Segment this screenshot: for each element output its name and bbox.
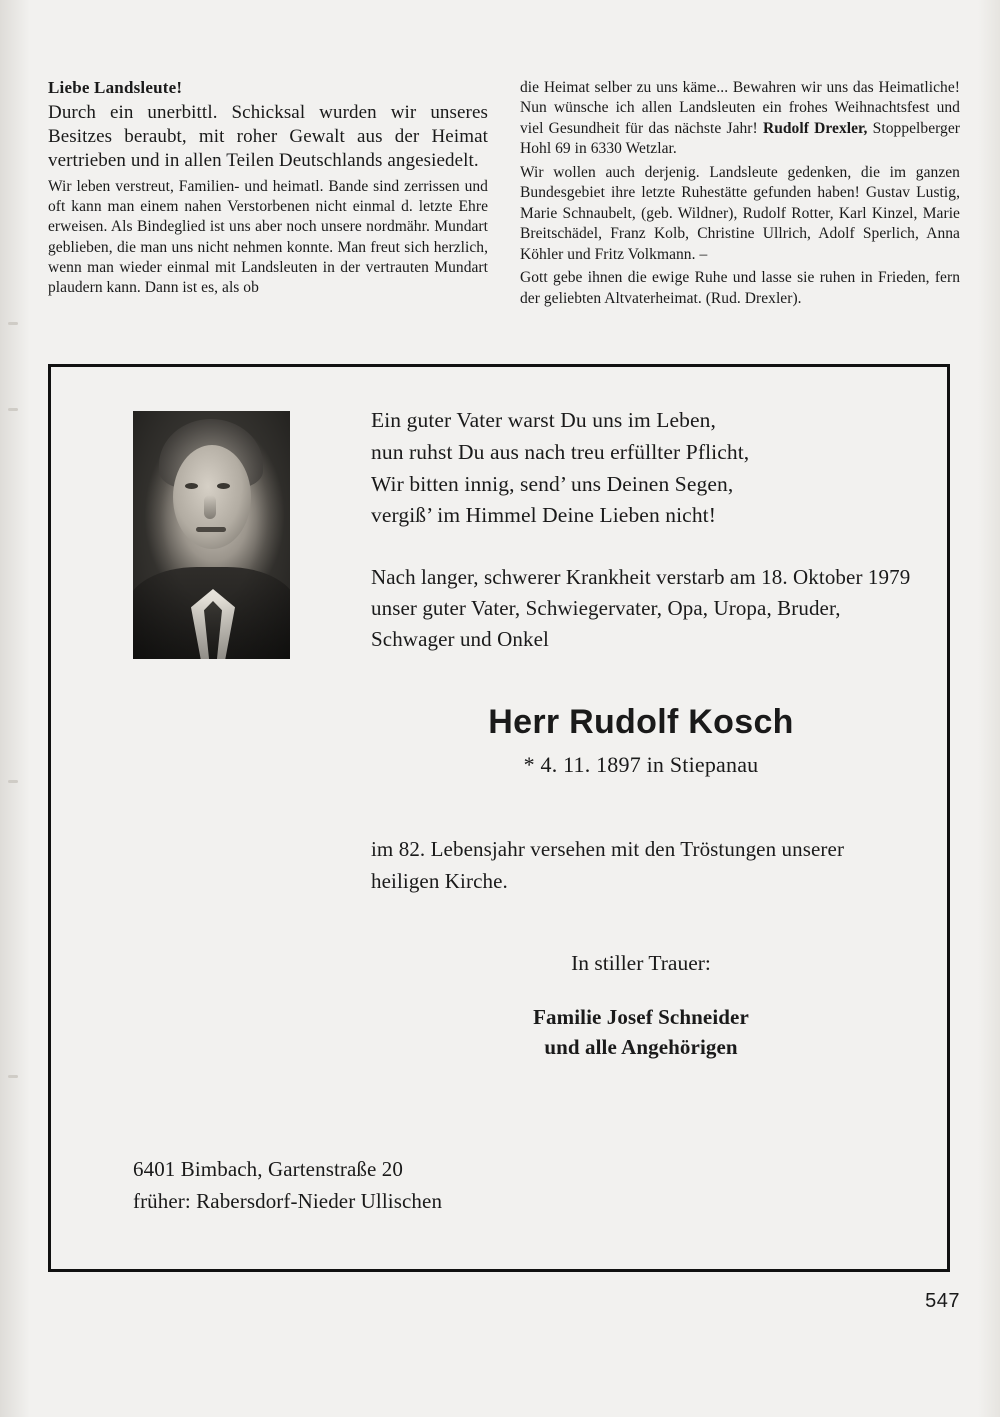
- article-paragraph-memorial-list: Wir wollen auch derjenig. Landsleute gedenken, die im ganzen Bundesgebiet ihre letzte Ruhestätte gefunden haben! Gustav Lustig, Marie Schnaubelt, (geb. Wildner), Rudolf Rotter, Karl Kinzel, Marie Breitschädel, Franz Kolb, Christine Ullrich, Adolf Sperlich, Anna Köhler und Fritz Volkmann. –: [520, 163, 960, 263]
- photo-vignette: [133, 411, 290, 659]
- article-paragraph-blessing: Gott gebe ihnen die ewige Ruhe und lasse sie ruhen in Frieden, fern der geliebten Altvaterheimat. (Rud. Drexler).: [520, 269, 960, 307]
- binding-mark: [8, 408, 18, 411]
- verse-line: vergiß’ im Himmel Deine Lieben nicht!: [371, 503, 717, 528]
- obituary-announcement: Nach langer, schwerer Krankheit verstarb am 18. Oktober 1979 unser guter Vater, Schwiegervater, Opa, Uropa, Bruder, Schwager und Onkel: [371, 565, 911, 652]
- article-lead-paragraph: Durch ein unerbittl. Schicksal wurden wir unseres Besitzes beraubt, mit roher Gewalt aus der Heimat vertrieben und in allen Teilen Deutschlands angesiedelt.: [48, 101, 488, 171]
- article-column-right: [520, 78, 960, 312]
- portrait-photo: [133, 411, 290, 659]
- article-column-left: [48, 78, 488, 312]
- binding-mark: [8, 322, 18, 325]
- obituary-verse: [371, 405, 911, 532]
- mourning-label: In stiller Trauer:: [571, 950, 711, 975]
- article-body-paragraph: Wir leben verstreut, Familien- und heimatl. Bande sind zerrissen und oft kann man einem nahen Verstorbenen nicht einmal d. letzte Ehre erweisen. Als Bindeglied ist uns aber noch unsere nordmähr. Mundart geblieben, die man uns nicht nehmen konnte. Man freut sich herzlich, wenn man wieder einmal mit Landsleuten in der vertrauten Mundart plaudern kann. Dann ist es, als ob: [48, 178, 488, 296]
- obituary-notice-box: [48, 364, 950, 1272]
- page-right-margin-shadow: [978, 0, 1000, 1417]
- verse-line: Ein guter Vater warst Du uns im Leben,: [371, 408, 716, 432]
- binding-mark: [8, 1075, 18, 1078]
- top-article-columns: [48, 78, 960, 312]
- mourning-family-line: Familie Josef Schneider: [533, 1004, 749, 1029]
- text-run: die Heimat selber zu uns käme... Bewahren wir uns das Heimatliche! Nun wünsche ich allen Landsleuten ein frohes Weihnachtsfest und viel Gesundheit für das nächste Jahr!: [520, 79, 960, 137]
- obituary-address: [133, 1154, 442, 1217]
- obituary-text-block: [371, 405, 911, 1063]
- binding-mark: [8, 780, 18, 783]
- address-current: 6401 Bimbach, Gartenstraße 20: [133, 1157, 403, 1181]
- article-paragraph-continuation: [520, 78, 960, 160]
- verse-line: nun ruhst Du aus nach treu erfüllter Pflicht,: [371, 439, 750, 464]
- deceased-name: Herr Rudolf Kosch: [488, 703, 794, 742]
- verse-line: Wir bitten innig, send’ uns Deinen Segen,: [371, 471, 734, 496]
- mourning-relatives-line: und alle Angehörigen: [544, 1035, 738, 1060]
- address-former: früher: Rabersdorf-Nieder Ullischen: [133, 1188, 443, 1213]
- text-run: Stoppelberger Hohl 69 in 6330 Wetzlar.: [520, 119, 961, 158]
- deceased-birth-info: * 4. 11. 1897 in Stiepanau: [523, 752, 759, 778]
- article-heading: Liebe Landsleute!: [48, 78, 183, 97]
- page-number: 547: [925, 1290, 960, 1312]
- author-name: Rudolf Drexler,: [762, 119, 868, 137]
- page-left-margin-shadow: [0, 0, 30, 1417]
- obituary-age-note: im 82. Lebensjahr versehen mit den Tröstungen unserer heiligen Kirche.: [371, 837, 845, 893]
